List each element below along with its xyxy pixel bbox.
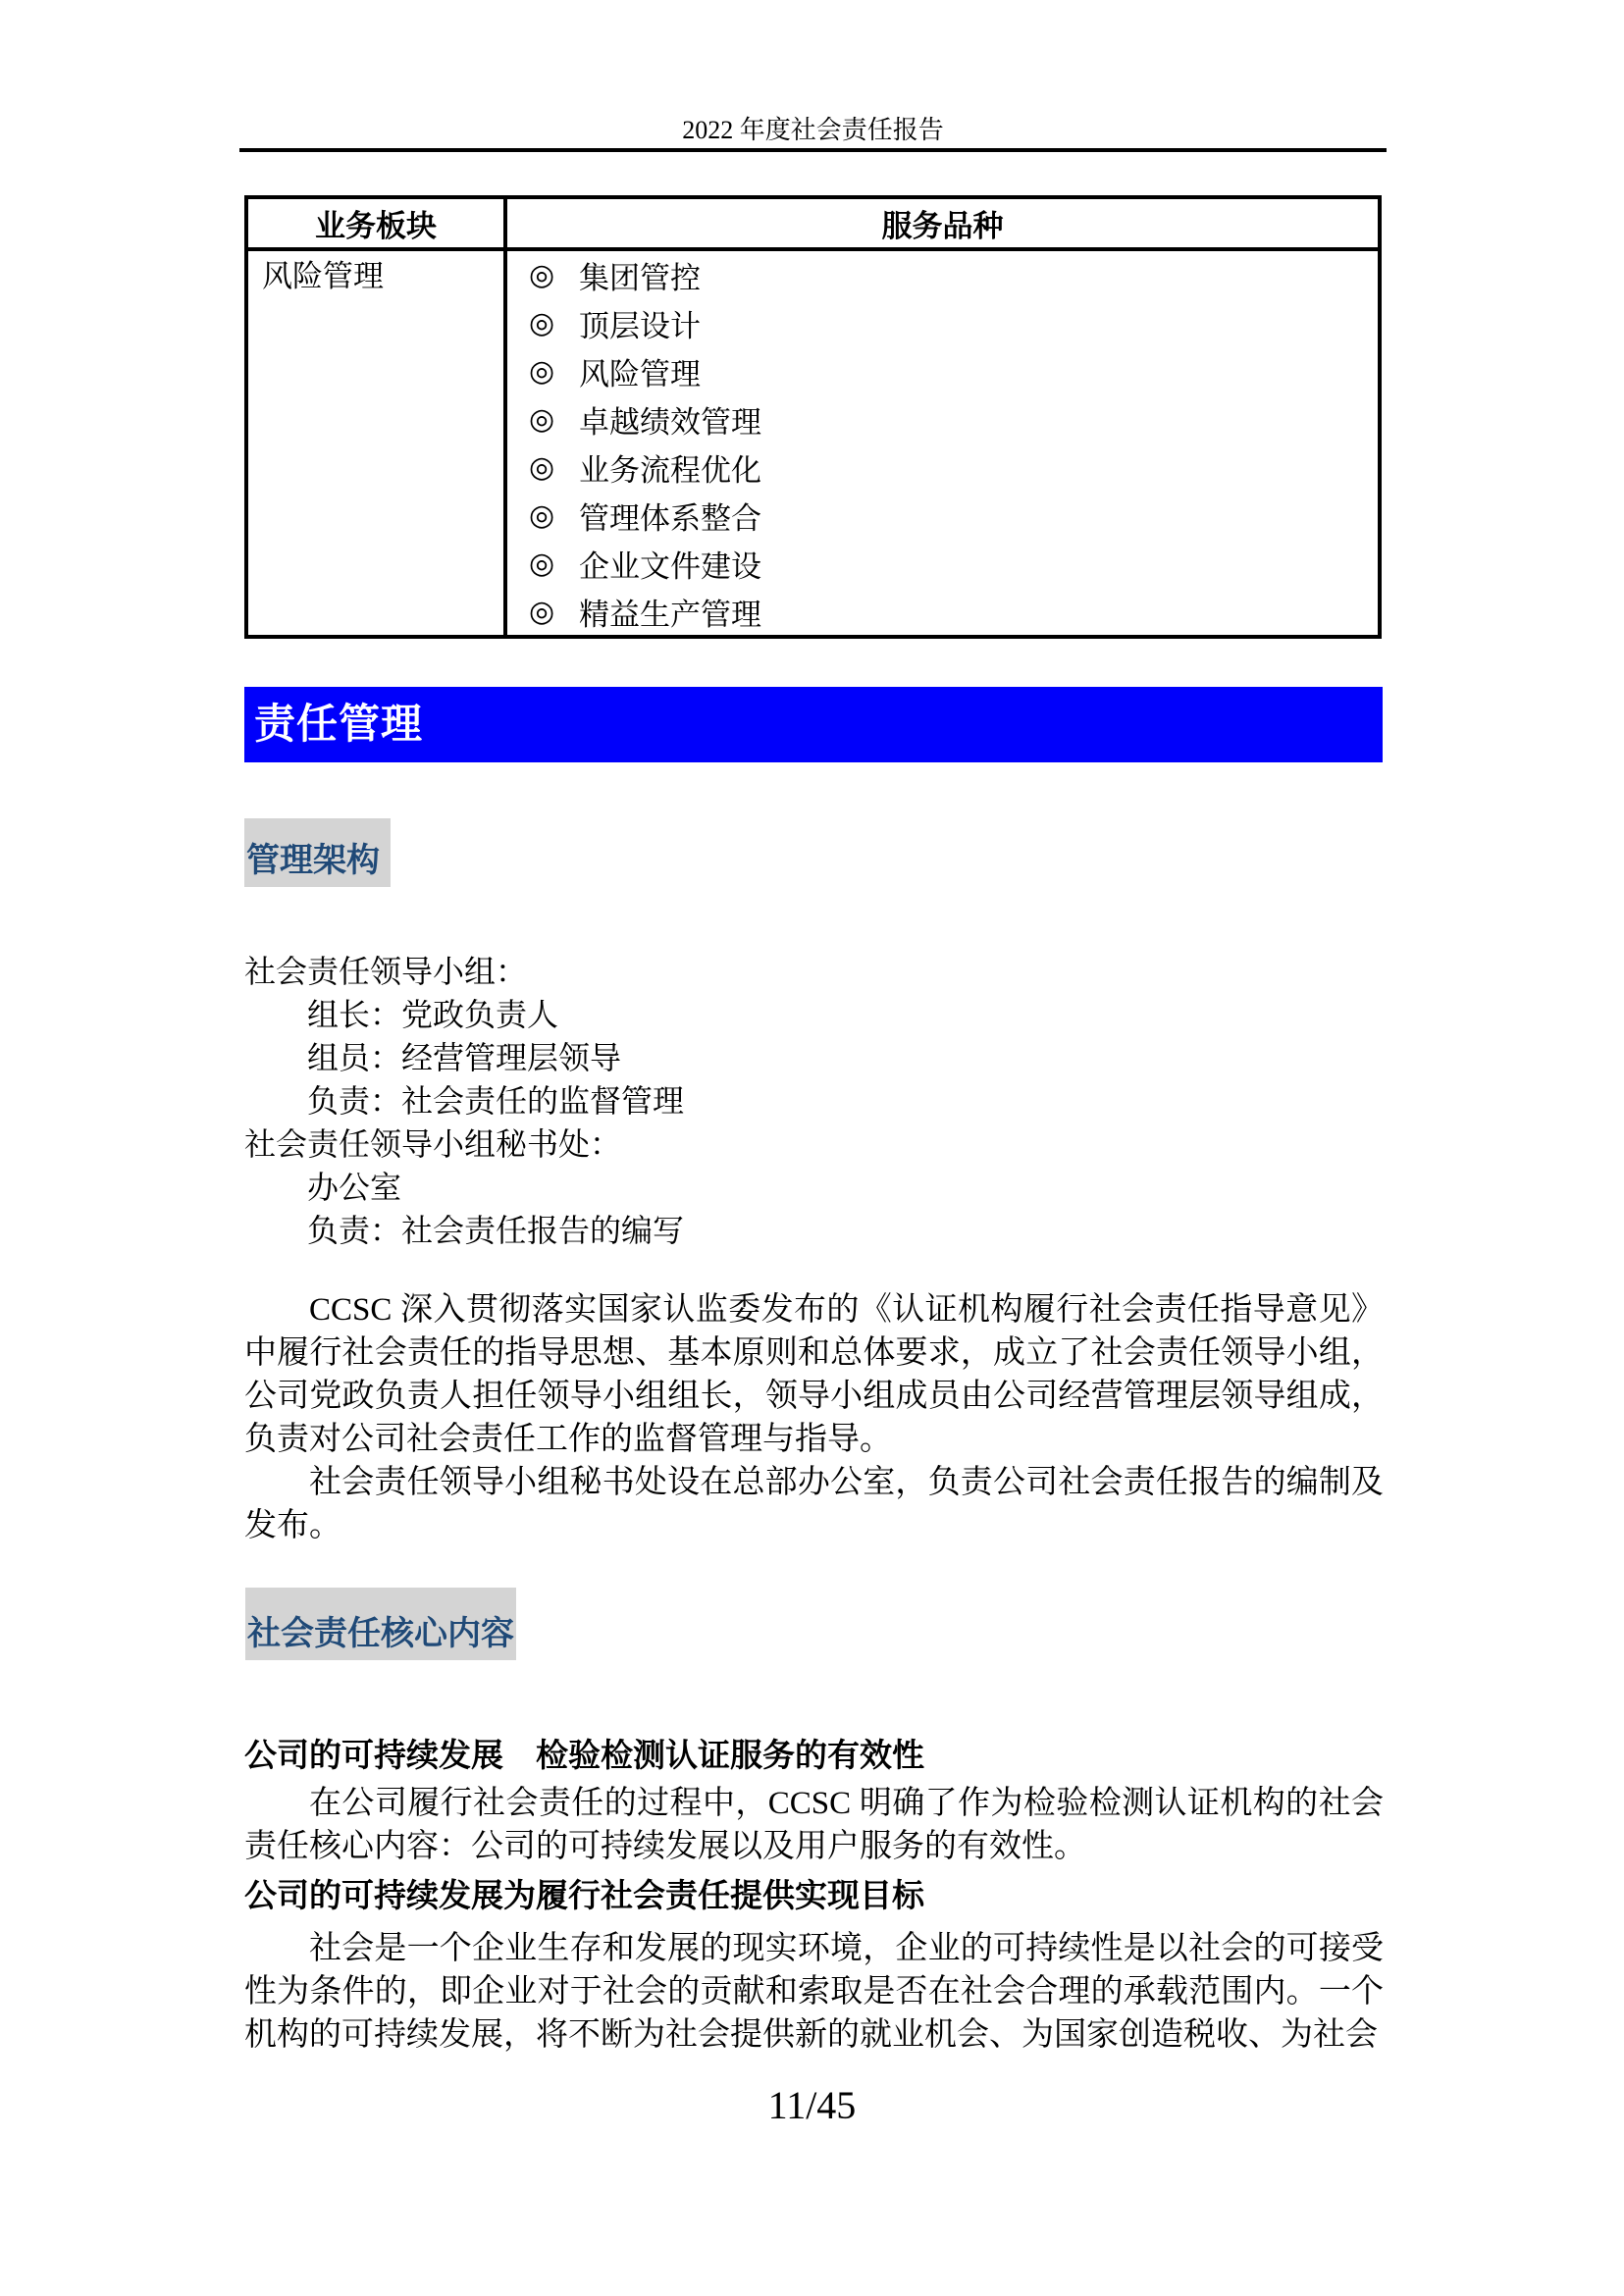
org-line: 社会责任领导小组秘书处：: [244, 1126, 622, 1162]
org-line: 组长：党政负责人: [244, 997, 559, 1032]
heading-sustainable-development-and-service-effectiveness: 公司的可持续发展 检验检测认证服务的有效性: [244, 1739, 924, 1774]
management-structure-paragraphs: [244, 1288, 1384, 1547]
paragraph-csr-core-content: [244, 1782, 1384, 1868]
service-label: 卓越绩效管理: [579, 405, 761, 440]
service-label: 精益生产管理: [579, 598, 761, 632]
bullseye-bullet-icon: ◎: [529, 307, 555, 339]
service-item: [529, 395, 1378, 444]
service-item: [529, 299, 1378, 347]
row-label-risk-management: 风险管理: [248, 251, 507, 635]
bullseye-bullet-icon: ◎: [529, 355, 555, 388]
org-line: 组员：经营管理层领导: [244, 1040, 622, 1075]
service-item: [529, 347, 1378, 395]
org-line: 负责：社会责任的监督管理: [244, 1083, 685, 1119]
service-label: 管理体系整合: [579, 501, 761, 536]
org-line: 社会责任领导小组：: [244, 954, 528, 989]
subsection-box-csr-core-content: [245, 1588, 516, 1660]
service-label: 业务流程优化: [579, 453, 761, 488]
paragraph-sustainable-development: [244, 1927, 1384, 2057]
bullseye-bullet-icon: ◎: [529, 259, 555, 291]
bullseye-bullet-icon: ◎: [529, 548, 555, 580]
column-header-service-types: 服务品种: [881, 209, 1004, 243]
paragraph-sustainable-development-text: 社会是一个企业生存和发展的现实环境，企业的可持续性是以社会的可接受性为条件的，即企业对于社会的贡献和索取是否在社会合理的承载范围内。一个机构的可持续发展，将不断为社会提供新的就业机会、为国家创造税收、为社会: [244, 1931, 1384, 2053]
paragraph-ccsc-leading-group: CCSC 深入贯彻落实国家认监委发布的《认证机构履行社会责任指导意见》中履行社会责任的指导思想、基本原则和总体要求，成立了社会责任领导小组，公司党政负责人担任领导小组组长，领导小组成员由公司经营管理层领导组成，负责对公司社会责任工作的监督管理与指导。: [244, 1292, 1384, 1457]
service-item: [529, 492, 1378, 540]
org-structure-block: [244, 950, 1384, 1252]
subsection-box-management-structure: [244, 818, 391, 887]
paragraph-csr-core-content-text: 在公司履行社会责任的过程中，CCSC 明确了作为检验检测认证机构的社会责任核心内容：公司的可持续发展以及用户服务的有效性。: [244, 1786, 1384, 1864]
header-rule: [239, 148, 1387, 152]
paragraph-secretariat: 社会责任领导小组秘书处设在总部办公室，负责公司社会责任报告的编制及发布。: [244, 1465, 1384, 1543]
service-item: [529, 588, 1378, 636]
service-item: [529, 444, 1378, 492]
org-line: 办公室: [244, 1170, 402, 1205]
table-header-row: [248, 199, 1378, 251]
service-label: 风险管理: [579, 357, 701, 391]
services-table: [244, 195, 1382, 639]
org-line: 负责：社会责任报告的编写: [244, 1213, 685, 1248]
column-header-business-segment: 业务板块: [248, 199, 507, 247]
bullseye-bullet-icon: ◎: [529, 596, 555, 628]
heading-sustainable-development-goal: 公司的可持续发展为履行社会责任提供实现目标: [244, 1879, 924, 1914]
section-banner-responsibility-management: [244, 687, 1383, 762]
subsection-title-csr-core-content: 社会责任核心内容: [247, 1616, 514, 1652]
table-body-row: [248, 251, 1378, 635]
bullseye-bullet-icon: ◎: [529, 403, 555, 436]
bullseye-bullet-icon: ◎: [529, 451, 555, 484]
service-item: [529, 251, 1378, 299]
section-banner-title: 责任管理: [254, 702, 424, 748]
service-label: 企业文件建设: [579, 549, 761, 584]
bullseye-bullet-icon: ◎: [529, 499, 555, 532]
running-head-title: 2022 年度社会责任报告: [682, 116, 944, 144]
service-label: 顶层设计: [579, 309, 701, 343]
subsection-title-management-structure: 管理架构: [246, 843, 380, 879]
service-label: 集团管控: [579, 261, 701, 295]
service-list: [507, 251, 1378, 635]
service-item: [529, 540, 1378, 588]
page-number: 11/45: [767, 2083, 857, 2127]
